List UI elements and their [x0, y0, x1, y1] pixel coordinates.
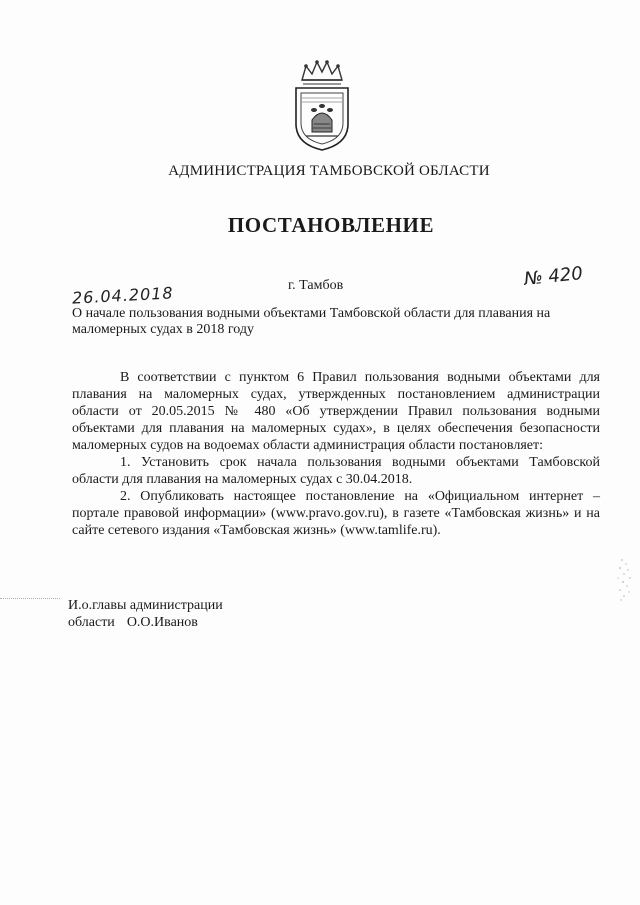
item-2-paragraph: 2. Опубликовать настоящее постановление на «Официальном интернет – портале правовой информации» (www.pravo.gov.ru), в газете «Тамбовская жизнь» и на сайте сетевого издания «Тамбовская жизнь» (www.tamlife.ru). — [72, 489, 600, 538]
signer-name: О.О.Иванов — [126, 615, 198, 630]
scan-artifact-mark — [602, 556, 636, 604]
document-type-heading: ПОСТАНОВЛЕНИЕ — [227, 213, 435, 237]
signature-block — [68, 597, 223, 631]
item-1-paragraph: 1. Установить срок начала пользования водными объектами Тамбовской области для плавания на маломерных судах с 30.04.2018. — [72, 455, 600, 487]
signer-position-region: области — [68, 615, 115, 630]
handwritten-date: 26.04.2018 — [71, 283, 175, 308]
document-body — [72, 369, 600, 539]
document-subject: О начале пользования водными объектами Тамбовской области для плавания на маломерных судах в 2018 году — [72, 306, 551, 337]
signer-position-line-1: И.о.главы администрации — [68, 598, 223, 613]
city-label: г. Тамбов — [288, 278, 344, 293]
signer-position-line-2 — [68, 614, 223, 631]
organization-name: АДМИНИСТРАЦИЯ ТАМБОВСКОЙ ОБЛАСТИ — [168, 163, 490, 179]
preamble-paragraph: В соответствии с пунктом 6 Правил пользования водными объектами для плавания на маломерных судах, утвержденных постановлением администрации области от 20.05.2015 № 480 «Об утверждении Правил пользования водными объектами для плавания на маломерных судах», в целях обеспечения безопасности маломерных судов на водоемах области администрация области постановляет: — [72, 370, 600, 453]
scan-artifact-line — [0, 598, 60, 601]
handwritten-number: № 420 — [523, 262, 584, 291]
coat-of-arms-icon — [290, 58, 354, 154]
